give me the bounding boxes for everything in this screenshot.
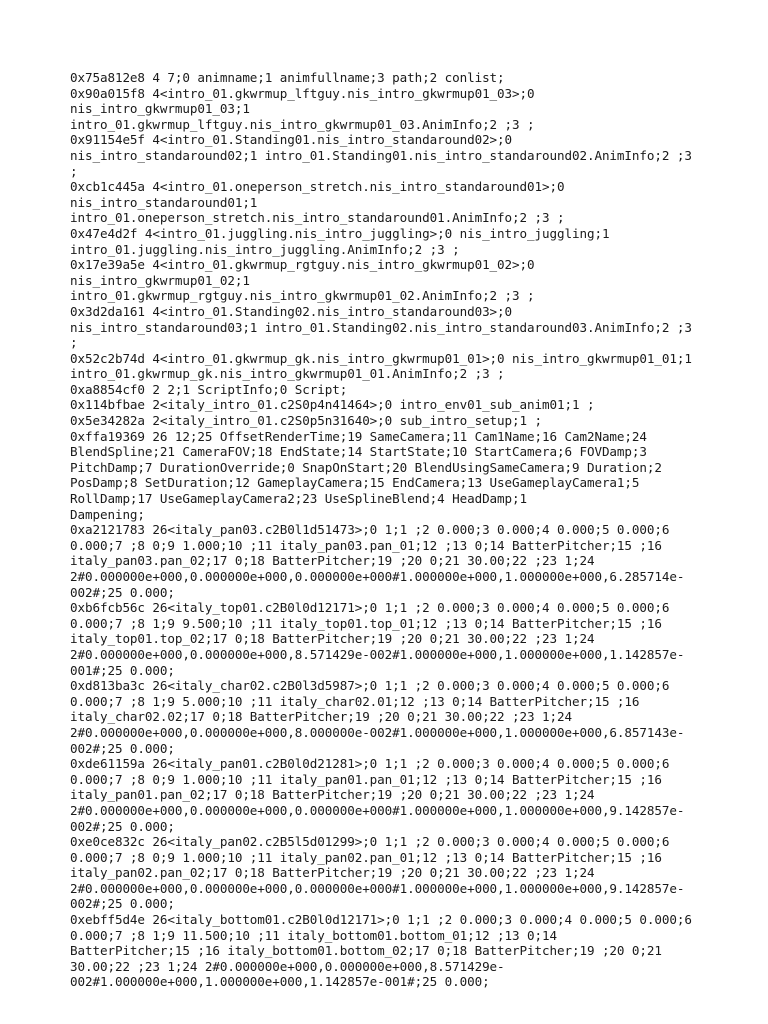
text-line: 0.000;7 ;8 1;9 5.000;10 ;11 italy_char02.01;12 ;13 0;14 BatterPitcher;15 ;16 [70, 693, 640, 709]
text-line: 0xe0ce832c 26<italy_pan02.c2B5l5d01299>;0 1;1 ;2 0.000;3 0.000;4 0.000;5 0.000;6 [70, 834, 670, 850]
text-line: 0.000;7 ;8 0;9 1.000;10 ;11 italy_pan01.pan_01;12 ;13 0;14 BatterPitcher;15 ;16 [70, 771, 662, 787]
text-line: italy_pan01.pan_02;17 0;18 BatterPitcher;19 ;20 0;21 30.00;22 ;23 1;24 [70, 787, 595, 803]
document-text-body [70, 70, 700, 990]
text-line: 2#0.000000e+000,0.000000e+000,0.000000e+000#1.000000e+000,1.000000e+000,6.285714e- [70, 569, 685, 584]
text-line: ; [70, 163, 78, 179]
text-line: 002#1.000000e+000,1.000000e+000,1.142857e-001#;25 0.000; [70, 974, 490, 990]
text-line: nis_intro_standaround01;1 [70, 194, 258, 210]
text-line: 30.00;22 ;23 1;24 2#0.000000e+000,0.000000e+000,8.571429e- [70, 958, 505, 974]
text-line: 0x114bfbae 2<italy_intro_01.c2S0p4n41464>;0 intro_env01_sub_anim01;1 ; [70, 397, 595, 413]
text-line: 001#;25 0.000; [70, 662, 175, 678]
text-line: 0.000;7 ;8 0;9 1.000;10 ;11 italy_pan02.pan_01;12 ;13 0;14 BatterPitcher;15 ;16 [70, 849, 662, 865]
text-line: intro_01.gkwrmup_gk.nis_intro_gkwrmup01_01.AnimInfo;2 ;3 ; [70, 366, 505, 382]
text-line: 0xa2121783 26<italy_pan03.c2B0l1d51473>;0 1;1 ;2 0.000;3 0.000;4 0.000;5 0.000;6 [70, 522, 670, 538]
text-line: 002#;25 0.000; [70, 584, 175, 600]
text-line: 0x5e34282a 2<italy_intro_01.c2S0p5n31640>;0 sub_intro_setup;1 ; [70, 413, 543, 429]
text-line: PitchDamp;7 DurationOverride;0 SnapOnStart;20 BlendUsingSameCamera;9 Duration;2 [70, 459, 662, 475]
text-line: 002#;25 0.000; [70, 740, 175, 756]
text-line: italy_char02.02;17 0;18 BatterPitcher;19 ;20 0;21 30.00;22 ;23 1;24 [70, 709, 572, 725]
text-line: 0xcb1c445a 4<intro_01.oneperson_stretch.nis_intro_standaround01>;0 [70, 179, 565, 195]
text-line: 0xebff5d4e 26<italy_bottom01.c2B0l0d12171>;0 1;1 ;2 0.000;3 0.000;4 0.000;5 0.000;6 [70, 912, 692, 928]
text-line: 0xa8854cf0 2 2;1 ScriptInfo;0 Script; [70, 381, 348, 397]
text-line: BatterPitcher;15 ;16 italy_bottom01.bottom_02;17 0;18 BatterPitcher;19 ;20 0;21 [70, 943, 662, 959]
text-line: intro_01.gkwrmup_lftguy.nis_intro_gkwrmup01_03.AnimInfo;2 ;3 ; [70, 116, 535, 132]
text-line: nis_intro_standaround02;1 intro_01.Standing01.nis_intro_standaround02.AnimInfo;2 ;3 [70, 147, 692, 163]
text-line: 0x3d2da161 4<intro_01.Standing02.nis_intro_standaround03>;0 [70, 303, 513, 319]
text-line: nis_intro_gkwrmup01_03;1 [70, 101, 250, 117]
text-line: 0.000;7 ;8 1;9 9.500;10 ;11 italy_top01.top_01;12 ;13 0;14 BatterPitcher;15 ;16 [70, 615, 662, 631]
text-line: 002#;25 0.000; [70, 896, 175, 912]
text-line: 2#0.000000e+000,0.000000e+000,0.000000e+000#1.000000e+000,1.000000e+000,9.142857e- [70, 802, 685, 818]
text-line: italy_pan03.pan_02;17 0;18 BatterPitcher;19 ;20 0;21 30.00;22 ;23 1;24 [70, 553, 595, 569]
text-line: ; [70, 335, 78, 351]
text-line: PosDamp;8 SetDuration;12 GameplayCamera;15 EndCamera;13 UseGameplayCamera1;5 [70, 475, 640, 491]
text-line: intro_01.oneperson_stretch.nis_intro_standaround01.AnimInfo;2 ;3 ; [70, 210, 565, 226]
text-line: 0x91154e5f 4<intro_01.Standing01.nis_intro_standaround02>;0 [70, 132, 513, 148]
text-line: 0.000;7 ;8 1;9 11.500;10 ;11 italy_bottom01.bottom_01;12 ;13 0;14 [70, 927, 557, 943]
text-line: 0x52c2b74d 4<intro_01.gkwrmup_gk.nis_intro_gkwrmup01_01>;0 nis_intro_gkwrmup01_01;1 [70, 350, 692, 366]
text-line: nis_intro_gkwrmup01_02;1 [70, 272, 250, 288]
text-line: 0xffa19369 26 12;25 OffsetRenderTime;19 SameCamera;11 Cam1Name;16 Cam2Name;24 [70, 428, 647, 444]
text-line: 0xd813ba3c 26<italy_char02.c2B0l3d5987>;0 1;1 ;2 0.000;3 0.000;4 0.000;5 0.000;6 [70, 678, 670, 694]
text-line: 002#;25 0.000; [70, 818, 175, 834]
text-line: intro_01.juggling.nis_intro_juggling.AnimInfo;2 ;3 ; [70, 241, 460, 257]
text-line: intro_01.gkwrmup_rgtguy.nis_intro_gkwrmup01_02.AnimInfo;2 ;3 ; [70, 288, 535, 304]
text-line: 0x90a015f8 4<intro_01.gkwrmup_lftguy.nis_intro_gkwrmup01_03>;0 [70, 85, 535, 101]
text-line: BlendSpline;21 CameraFOV;18 EndState;14 StartState;10 StartCamera;6 FOVDamp;3 [70, 444, 647, 460]
text-line: 2#0.000000e+000,0.000000e+000,0.000000e+000#1.000000e+000,1.000000e+000,9.142857e- [70, 880, 685, 896]
text-line: italy_top01.top_02;17 0;18 BatterPitcher;19 ;20 0;21 30.00;22 ;23 1;24 [70, 631, 595, 647]
text-line: RollDamp;17 UseGameplayCamera2;23 UseSplineBlend;4 HeadDamp;1 [70, 491, 528, 507]
text-line: 0.000;7 ;8 0;9 1.000;10 ;11 italy_pan03.pan_01;12 ;13 0;14 BatterPitcher;15 ;16 [70, 537, 662, 553]
text-line: 0xde61159a 26<italy_pan01.c2B0l0d21281>;0 1;1 ;2 0.000;3 0.000;4 0.000;5 0.000;6 [70, 756, 670, 772]
text-line: 2#0.000000e+000,0.000000e+000,8.571429e-002#1.000000e+000,1.000000e+000,1.142857e- [70, 646, 685, 662]
text-line: Dampening; [70, 506, 145, 522]
text-line: italy_pan02.pan_02;17 0;18 BatterPitcher;19 ;20 0;21 30.00;22 ;23 1;24 [70, 865, 595, 881]
text-line: 0x47e4d2f 4<intro_01.juggling.nis_intro_juggling>;0 nis_intro_juggling;1 [70, 225, 610, 241]
text-line: 2#0.000000e+000,0.000000e+000,8.000000e-002#1.000000e+000,1.000000e+000,6.857143e- [70, 724, 685, 740]
text-line: 0xb6fcb56c 26<italy_top01.c2B0l0d12171>;0 1;1 ;2 0.000;3 0.000;4 0.000;5 0.000;6 [70, 600, 670, 616]
text-line: 0x17e39a5e 4<intro_01.gkwrmup_rgtguy.nis_intro_gkwrmup01_02>;0 [70, 257, 535, 273]
text-line: 0x75a812e8 4 7;0 animname;1 animfullname;3 path;2 conlist; [70, 70, 505, 85]
document-page [70, 70, 700, 990]
text-line: nis_intro_standaround03;1 intro_01.Standing02.nis_intro_standaround03.AnimInfo;2 ;3 [70, 319, 692, 335]
